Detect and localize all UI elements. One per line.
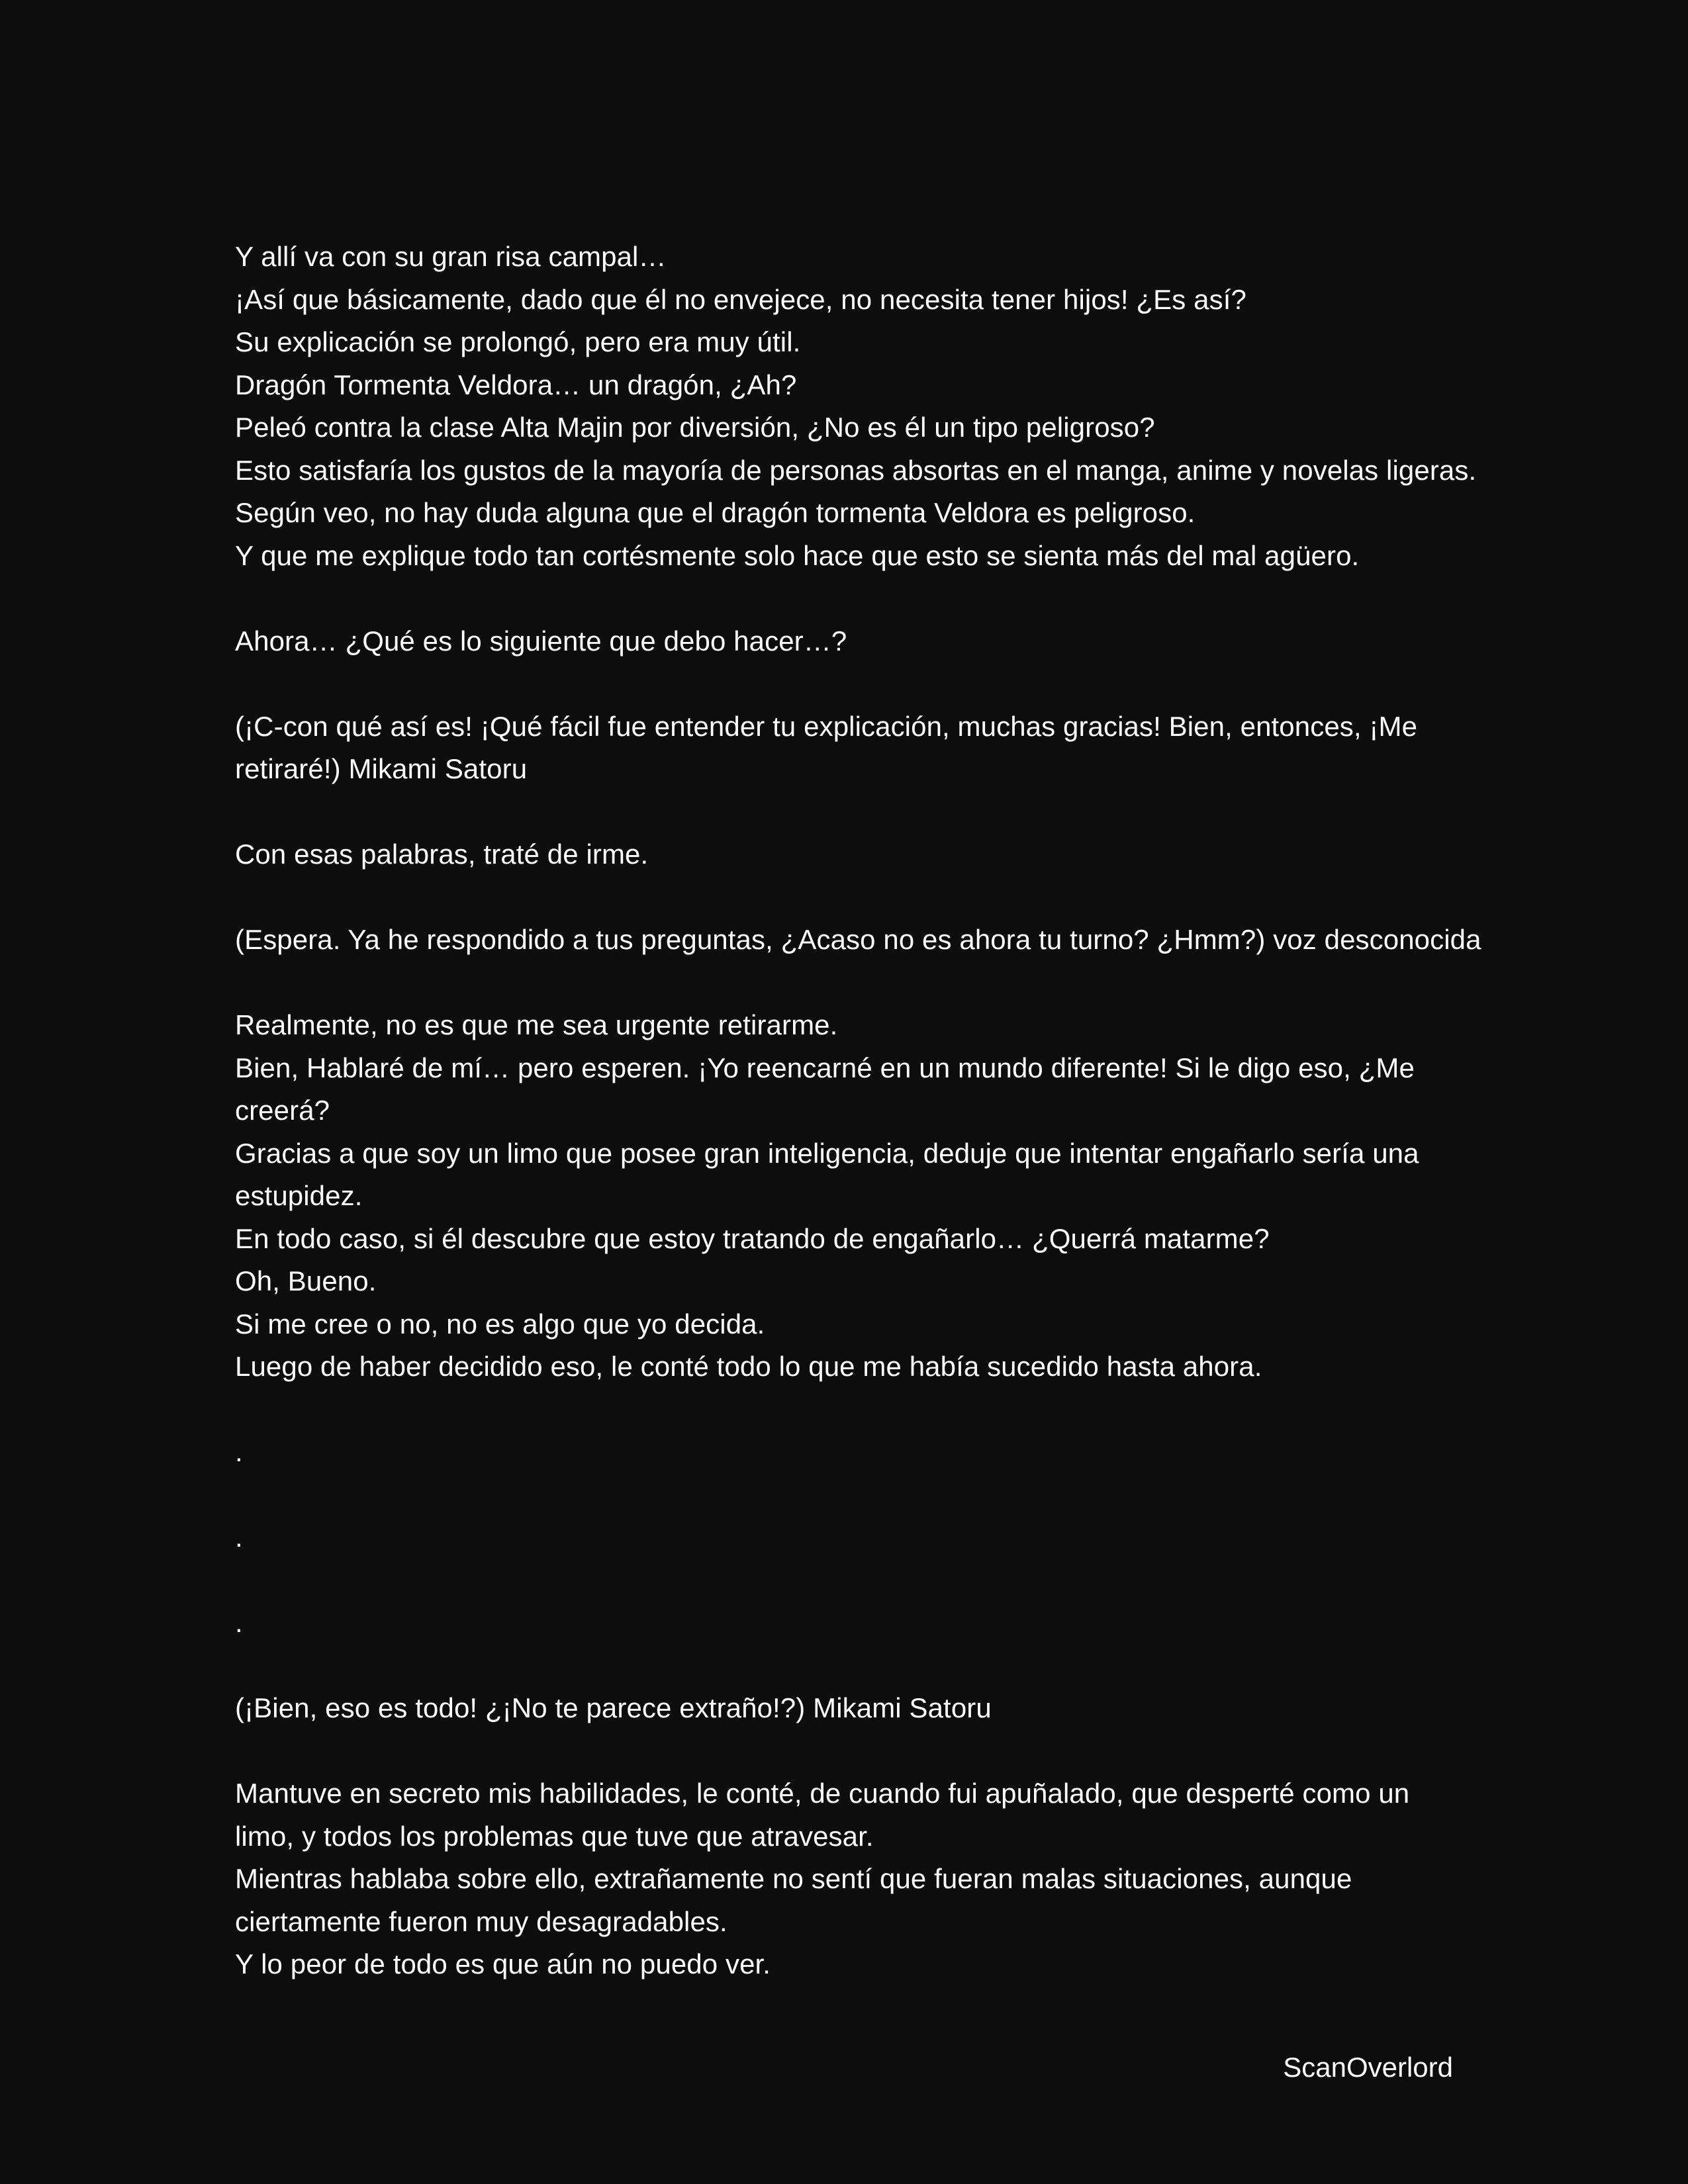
text-line: estupidez. — [235, 1180, 363, 1211]
blank-line — [235, 662, 1493, 705]
text-line: Peleó contra la clase Alta Majin por diversión, ¿No es él un tipo peligroso? — [235, 412, 1155, 443]
text-line: retiraré!) Mikami Satoru — [235, 753, 528, 784]
blank-line — [235, 1559, 1493, 1602]
text-line: ¡Así que básicamente, dado que él no envejece, no necesita tener hijos! ¿Es así? — [235, 283, 1246, 315]
blank-line — [235, 577, 1493, 620]
text-line: . — [235, 1436, 243, 1467]
blank-line — [235, 1388, 1493, 1432]
text-line: Con esas palabras, traté de irme. — [235, 839, 649, 870]
text-line: Su explicación se prolongó, pero era muy útil. — [235, 326, 801, 357]
text-line: creerá? — [235, 1095, 330, 1126]
text-line: Luego de haber decidido eso, le conté todo lo que me había sucedido hasta ahora. — [235, 1351, 1262, 1382]
text-line: ciertamente fueron muy desagradables. — [235, 1905, 727, 1937]
text-line: Oh, Bueno. — [235, 1265, 377, 1297]
document-body — [235, 236, 1493, 1986]
text-line: Gracias a que soy un limo que posee gran inteligencia, deduje que intentar engañarlo sería una — [235, 1137, 1419, 1169]
text-line: (¡C-con qué así es! ¡Qué fácil fue entender tu explicación, muchas gracias! Bien, entonces, ¡Me — [235, 710, 1418, 742]
text-line: . — [235, 1607, 243, 1638]
text-line: limo, y todos los problemas que tuve que atravesar. — [235, 1820, 874, 1852]
text-line: Y lo peor de todo es que aún no puedo ver. — [235, 1948, 771, 1979]
text-line: En todo caso, si él descubre que estoy tratando de engañarlo… ¿Querrá matarme? — [235, 1222, 1270, 1254]
text-line: Realmente, no es que me sea urgente retirarme. — [235, 1009, 838, 1040]
text-line: Dragón Tormenta Veldora… un dragón, ¿Ah? — [235, 369, 797, 400]
blank-line — [235, 876, 1493, 919]
text-line: Esto satisfaría los gustos de la mayoría de personas absortas en el manga, anime y novelas ligeras. — [235, 454, 1477, 486]
text-line: Mantuve en secreto mis habilidades, le conté, de cuando fui apuñalado, que desperté como un — [235, 1778, 1410, 1809]
blank-line — [235, 1730, 1493, 1773]
blank-line — [235, 1645, 1493, 1688]
blank-line — [235, 1474, 1493, 1517]
text-line: Ahora… ¿Qué es lo siguiente que debo hacer…? — [235, 625, 847, 657]
text-line: (Espera. Ya he respondido a tus preguntas, ¿Acaso no es ahora tu turno? ¿Hmm?) voz desconocida — [235, 924, 1481, 955]
text-line: . — [235, 1522, 243, 1553]
text-line: (¡Bien, eso es todo! ¿¡No te parece extraño!?) Mikami Satoru — [235, 1692, 992, 1723]
text-line: Bien, Hablaré de mí… pero esperen. ¡Yo reencarné en un mundo diferente! Si le digo eso, ¿Me — [235, 1052, 1415, 1083]
text-line: Y allí va con su gran risa campal… — [235, 241, 667, 272]
text-line: Si me cree o no, no es algo que yo decida. — [235, 1308, 765, 1340]
blank-line — [235, 791, 1493, 834]
text-line: Mientras hablaba sobre ello, extrañamente no sentí que fueran malas situaciones, aunque — [235, 1863, 1352, 1894]
signature: ScanOverlord — [1283, 2052, 1453, 2083]
blank-line — [235, 962, 1493, 1005]
text-line: Según veo, no hay duda alguna que el dragón tormenta Veldora es peligroso. — [235, 497, 1196, 528]
text-line: Y que me explique todo tan cortésmente solo hace que esto se sienta más del mal agüero. — [235, 539, 1360, 571]
